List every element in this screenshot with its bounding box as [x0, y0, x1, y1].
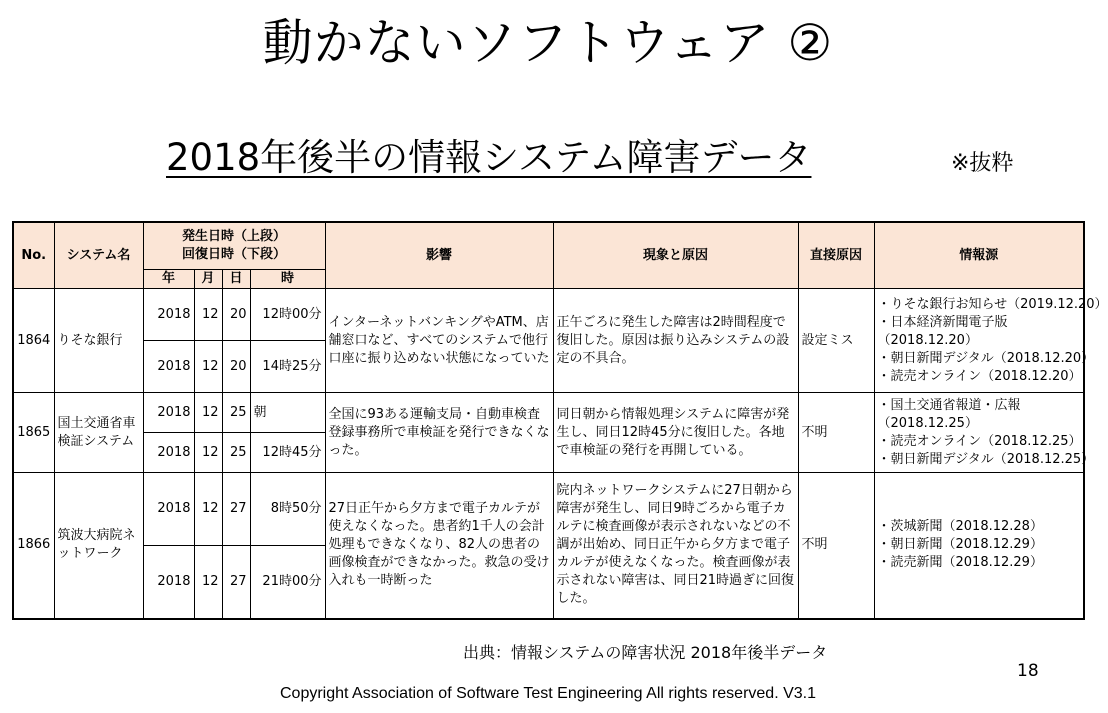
cell-source — [874, 393, 1095, 473]
header-no: No. — [13, 222, 54, 289]
cell-time: 21時00分 — [250, 546, 325, 619]
incident-table — [12, 221, 1108, 620]
cell-time: 8時50分 — [250, 473, 325, 546]
source-caption: 出典：情報システムの障害状況 2018年後半データ — [463, 643, 828, 662]
header-datetime-line2: 回復日時（下段） — [182, 247, 287, 262]
cell-day: 20 — [222, 341, 250, 393]
cell-source — [874, 289, 1108, 393]
cell-time: 12時45分 — [250, 433, 325, 473]
header-impact: 影響 — [325, 222, 553, 289]
cell-month: 12 — [194, 433, 222, 473]
source-line: ・朝日新聞デジタル（2018.12.20） — [877, 350, 1095, 366]
cell-cause: 同日朝から情報処理システムに障害が発生し、同日12時45分に復旧した。各地で車検証の発行を再開している。 — [553, 393, 798, 473]
header-datetime — [143, 222, 325, 270]
source-line: （2018.12.20） — [877, 332, 978, 348]
cell-system: 国土交通省車検証システム — [54, 393, 143, 473]
cell-cause: 正午ごろに発生した障害は2時間程度で復旧した。原因は振り込みシステムの設定の不具合。 — [553, 289, 798, 393]
source-line: ・読売オンライン（2018.12.20） — [877, 368, 1082, 384]
header-day: 日 — [222, 270, 250, 289]
table-row — [13, 393, 1084, 433]
header-source: 情報源 — [874, 222, 1084, 289]
cell-month: 12 — [194, 289, 222, 341]
cell-impact: 27日正午から夕方まで電子カルテが使えなくなった。患者約1千人の会計処理もできなくなり、82人の患者の画像検査ができなかった。救急の受け入れも一時断った — [325, 473, 553, 619]
cell-system: りそな銀行 — [54, 289, 143, 393]
header-system: システム名 — [54, 222, 143, 289]
header-year: 年 — [143, 270, 194, 289]
cell-time: 14時25分 — [250, 341, 325, 393]
cell-no: 1865 — [13, 393, 54, 473]
cell-month: 12 — [194, 473, 222, 546]
copyright-footer: Copyright Association of Software Test Engineering All rights reserved. V3.1 — [280, 685, 816, 702]
cell-system: 筑波大病院ネットワーク — [54, 473, 143, 619]
cell-year: 2018 — [143, 433, 194, 473]
cell-time: 朝 — [250, 393, 325, 433]
header-cause: 現象と原因 — [553, 222, 798, 289]
cell-direct-cause: 不明 — [798, 393, 874, 473]
source-line: ・読売新聞（2018.12.29） — [877, 555, 1043, 571]
cell-year: 2018 — [143, 393, 194, 433]
excerpt-note: ※抜粋 — [951, 151, 1014, 176]
header-row — [13, 222, 1084, 270]
source-line: （2018.12.25） — [877, 415, 978, 431]
cell-time: 12時00分 — [250, 289, 325, 341]
header-month: 月 — [194, 270, 222, 289]
cell-day: 20 — [222, 289, 250, 341]
cell-month: 12 — [194, 393, 222, 433]
source-line: ・朝日新聞デジタル（2018.12.25） — [877, 451, 1095, 467]
table-row — [13, 289, 1084, 341]
cell-month: 12 — [194, 341, 222, 393]
cell-no: 1864 — [13, 289, 54, 393]
source-line: ・国土交通省報道・広報 — [877, 397, 1021, 413]
table-row — [13, 473, 1084, 546]
source-line: ・茨城新聞（2018.12.28） — [877, 519, 1043, 535]
cell-impact: 全国に93ある運輸支局・自動車検査登録事務所で車検証を発行できなくなった。 — [325, 393, 553, 473]
source-line: ・日本経済新聞電子版 — [877, 314, 1008, 330]
cell-year: 2018 — [143, 473, 194, 546]
cell-month: 12 — [194, 546, 222, 619]
cell-year: 2018 — [143, 546, 194, 619]
source-line: ・りそな銀行お知らせ（2019.12.20） — [877, 296, 1108, 312]
cell-year: 2018 — [143, 289, 194, 341]
source-line: ・朝日新聞（2018.12.29） — [877, 537, 1043, 553]
cell-day: 27 — [222, 473, 250, 546]
header-datetime-line1: 発生日時（上段） — [182, 229, 287, 244]
header-direct-cause: 直接原因 — [798, 222, 874, 289]
source-line: ・読売オンライン（2018.12.25） — [877, 433, 1082, 449]
cell-day: 25 — [222, 433, 250, 473]
cell-day: 25 — [222, 393, 250, 433]
slide-title: 動かないソフトウェア ② — [262, 14, 834, 72]
cell-day: 27 — [222, 546, 250, 619]
cell-year: 2018 — [143, 341, 194, 393]
cell-cause: 院内ネットワークシステムに27日朝から障害が発生し、同日9時ごろから電子カルテに検査画像が表示されないなどの不調が出始め、同日正午から夕方まで電子カルテが使えなくなった。検査画像が表示されない障害は、同日21時過ぎに回復した。 — [553, 473, 798, 619]
slide-subtitle: 2018年後半の情報システム障害データ — [166, 136, 812, 179]
cell-direct-cause: 設定ミス — [798, 289, 874, 393]
cell-no: 1866 — [13, 473, 54, 619]
cell-impact: インターネットバンキングやATM、店舗窓口など、すべてのシステムで他行口座に振り込めない状態になっていた — [325, 289, 553, 393]
header-time: 時 — [250, 270, 325, 289]
page-number: 18 — [1017, 661, 1039, 681]
cell-direct-cause: 不明 — [798, 473, 874, 619]
cell-source — [874, 473, 1084, 619]
